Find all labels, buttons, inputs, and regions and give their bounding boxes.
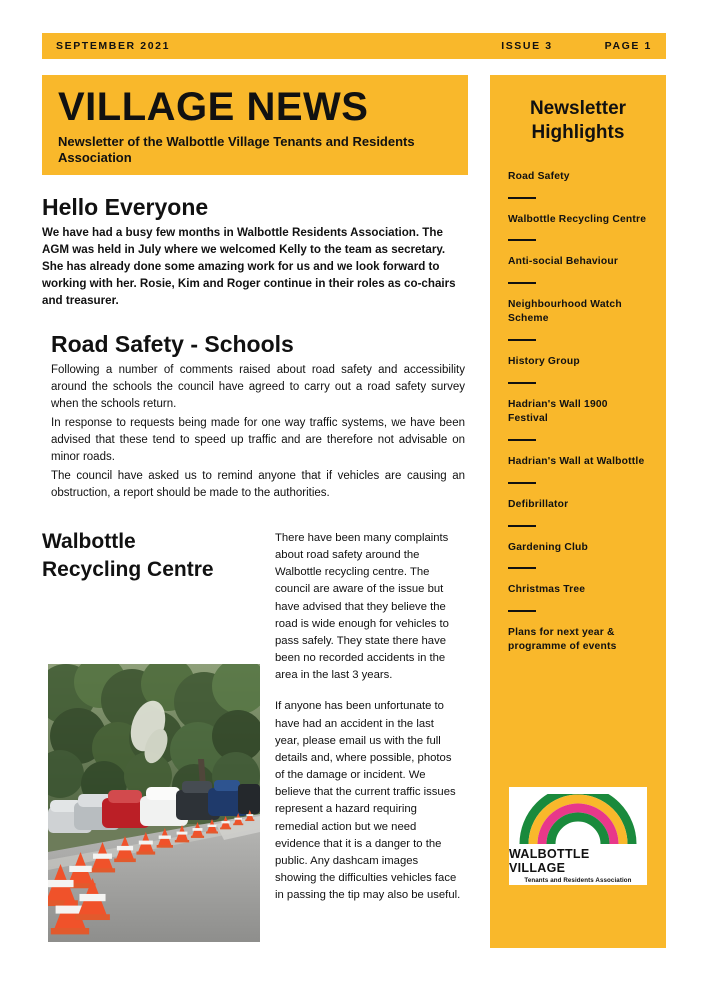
sidebar-item-anti-social-behaviour[interactable] bbox=[508, 255, 648, 269]
logo-subtitle: Tenants and Residents Association bbox=[524, 877, 632, 884]
sidebar-item-plans-next-year[interactable] bbox=[508, 626, 648, 654]
sidebar-item-label: Plans for next year & programme of events bbox=[508, 627, 617, 653]
sidebar-item-gardening-club[interactable] bbox=[508, 541, 648, 555]
logo-title: WALBOTTLE VILLAGE bbox=[509, 847, 590, 875]
sidebar-item-label: Christmas Tree bbox=[508, 584, 586, 596]
recycling-body bbox=[275, 530, 461, 918]
sidebar-divider bbox=[508, 439, 536, 441]
sidebar-divider bbox=[508, 239, 536, 241]
sidebar-item-neighbourhood-watch-scheme[interactable] bbox=[508, 298, 648, 326]
publication-subtitle: Newsletter of the Walbottle Village Tenants and Residents Association bbox=[58, 133, 415, 166]
recycling-paragraph: If anyone has been unfortunate to have had an accident in the last year, please email us with the full details and, where possible, photos of the damage or incident. We believe that the current traffic issues represent a hazard requiring remedial action but we need evidence that it is a danger to the public. Any dashcam images showing the difficulties vehicles face in passing the tip may also be useful. bbox=[275, 700, 461, 902]
header-bar bbox=[42, 33, 666, 59]
recycling-photo bbox=[48, 664, 260, 942]
road-safety-heading: Road Safety - Schools bbox=[51, 330, 294, 357]
section-road-safety bbox=[42, 332, 470, 502]
sidebar-item-label: Hadrian's Wall 1900 Festival bbox=[508, 398, 608, 424]
sidebar-item-history-group[interactable] bbox=[508, 355, 648, 369]
sidebar-divider bbox=[508, 567, 536, 569]
sidebar-item-label: Anti-social Behaviour bbox=[508, 256, 619, 268]
sidebar-divider bbox=[508, 482, 536, 484]
issue-number: ISSUE 3 bbox=[501, 40, 553, 52]
main-content bbox=[42, 195, 470, 504]
sidebar-item-label: Defibrillator bbox=[508, 498, 569, 510]
photo-illustration bbox=[48, 664, 260, 942]
hello-body: We have had a busy few months in Walbottle Residents Association. The AGM was held in July where we welcomed Kelly to the team as secretary. She has already done some amazing work for us and we look forward to working with her. Rosie, Kim and Roger continue in their roles as co-chairs and treasurer. bbox=[42, 226, 456, 307]
sidebar-item-label: Walbottle Recycling Centre bbox=[508, 213, 647, 225]
sidebar-heading: Newsletter Highlights bbox=[529, 98, 627, 144]
sidebar-item-christmas-tree[interactable] bbox=[508, 583, 648, 597]
sidebar-item-label: History Group bbox=[508, 356, 580, 368]
recycling-heading: Walbottle Recycling Centre bbox=[42, 530, 214, 581]
road-safety-paragraph: Following a number of comments raised about road safety and accessibility around the schools the council have agreed to carry out a road safety survey when the schools return. bbox=[51, 364, 465, 411]
publication-title: VILLAGE NEWS bbox=[58, 85, 369, 129]
issue-date: SEPTEMBER 2021 bbox=[56, 40, 171, 52]
sidebar-divider bbox=[508, 339, 536, 341]
sidebar-item-label: Gardening Club bbox=[508, 541, 589, 553]
road-safety-body bbox=[51, 362, 465, 502]
sidebar-divider bbox=[508, 282, 536, 284]
hello-heading: Hello Everyone bbox=[42, 194, 209, 220]
sidebar-item-label: Road Safety bbox=[508, 170, 570, 182]
road-safety-paragraph: The council have asked us to remind anyone that if vehicles are causing an obstruction, a report should be made to the authorities. bbox=[51, 470, 465, 500]
page-number: PAGE 1 bbox=[604, 40, 652, 52]
road-safety-paragraph: In response to requests being made for one way traffic systems, we have been advised that these tend to speed up traffic and are therefore not advisable on minor roads. bbox=[51, 417, 465, 464]
sidebar-divider bbox=[508, 382, 536, 384]
sidebar-item-hadrians-wall-at-walbottle[interactable] bbox=[508, 455, 648, 469]
sidebar-divider bbox=[508, 610, 536, 612]
sidebar-item-defibrillator[interactable] bbox=[508, 498, 648, 512]
sidebar-item-label: Neighbourhood Watch Scheme bbox=[508, 299, 622, 325]
association-logo bbox=[509, 787, 647, 885]
sidebar-divider bbox=[508, 525, 536, 527]
rainbow-arch-icon bbox=[518, 794, 638, 846]
section-hello-everyone bbox=[42, 195, 470, 310]
sidebar-item-road-safety[interactable] bbox=[508, 170, 648, 184]
recycling-paragraph: There have been many complaints about road safety around the Walbottle recycling centre. The council are aware of the issue but have advised that they believe the road is wide enough for vehicles to pass safely. They state there have been no recorded accidents in the area in the last 3 years. bbox=[275, 532, 449, 682]
sidebar-divider bbox=[508, 197, 536, 199]
masthead bbox=[42, 75, 468, 175]
sidebar-item-walbottle-recycling-centre[interactable] bbox=[508, 213, 648, 227]
sidebar-item-hadrians-wall-1900-festival[interactable] bbox=[508, 398, 648, 426]
sidebar-item-label: Hadrian's Wall at Walbottle bbox=[508, 455, 645, 467]
